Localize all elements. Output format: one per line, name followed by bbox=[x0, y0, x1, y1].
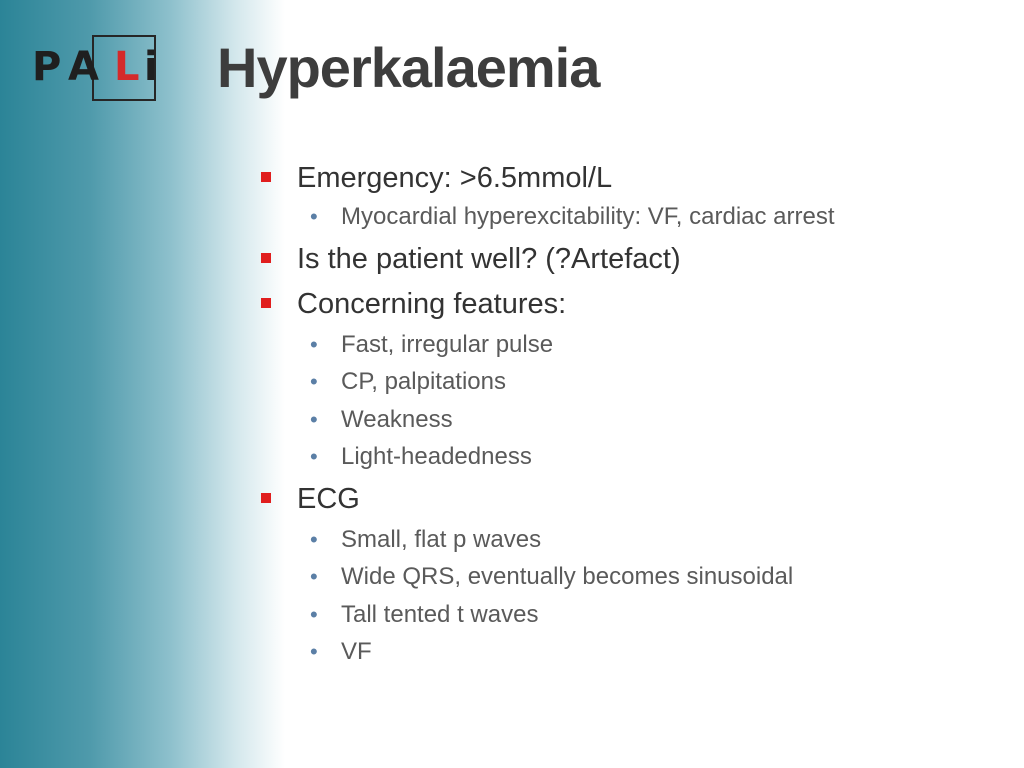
logo-letter-p: P bbox=[32, 44, 62, 90]
sub-bullet-p-waves: • Small, flat p waves bbox=[341, 525, 541, 555]
sub-bullet-light-headedness: • Light-headedness bbox=[341, 442, 532, 472]
sub-bullet-pulse: • Fast, irregular pulse bbox=[341, 330, 553, 360]
bullet-ecg: ECG bbox=[297, 483, 360, 515]
sub-bullet-palpitations: • CP, palpitations bbox=[341, 367, 506, 397]
bullet-concerning-features: Concerning features: bbox=[297, 288, 567, 320]
logo-letter-i: i bbox=[144, 44, 158, 90]
bullet-patient-well: Is the patient well? (?Artefact) bbox=[297, 243, 681, 275]
logo-letter-a: A bbox=[68, 44, 99, 90]
sub-bullet-vf: • VF bbox=[341, 637, 372, 667]
bullet-emergency: Emergency: >6.5mmol/L bbox=[297, 162, 613, 194]
sub-bullet-myocardial: • Myocardial hyperexcitability: VF, cardiac arrest bbox=[341, 202, 835, 232]
logo-letter-l: L bbox=[114, 44, 140, 90]
sub-bullet-weakness: • Weakness bbox=[341, 405, 453, 435]
sub-bullet-qrs: • Wide QRS, eventually becomes sinusoidal bbox=[341, 562, 793, 592]
slide-title: Hyperkalaemia bbox=[217, 36, 600, 99]
sub-bullet-t-waves: • Tall tented t waves bbox=[341, 600, 538, 630]
